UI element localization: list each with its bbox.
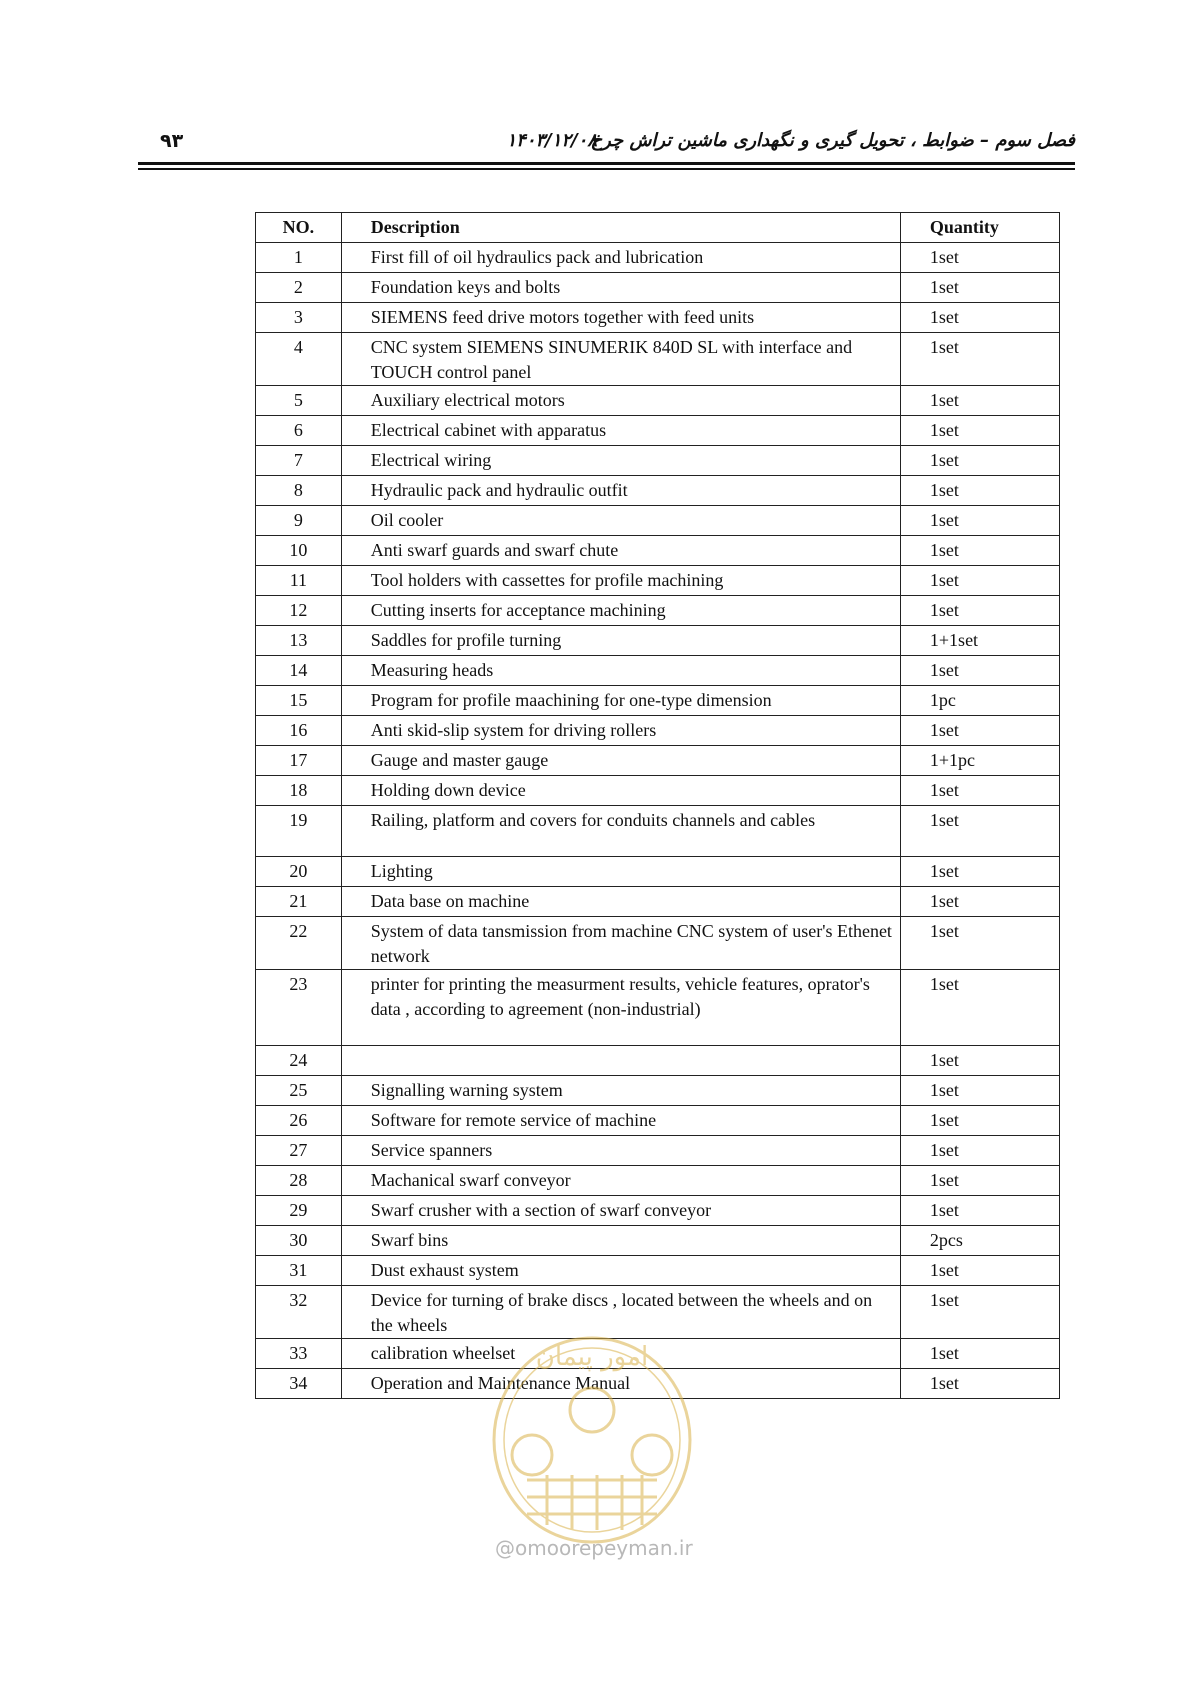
row-number: 5 — [256, 386, 342, 416]
row-description: Cutting inserts for acceptance machining — [341, 596, 900, 626]
row-description: CNC system SIEMENS SINUMERIK 840D SL with interface and TOUCH control panel — [341, 333, 900, 386]
watermark-url: @omoorepeyman.ir — [495, 1536, 693, 1560]
row-description: Signalling warning system — [341, 1076, 900, 1106]
table-row — [256, 1256, 1060, 1286]
row-quantity: 1set — [900, 1166, 1059, 1196]
header-rule-thin — [138, 168, 1075, 170]
row-quantity: 1set — [900, 656, 1059, 686]
row-number: 23 — [256, 970, 342, 1046]
row-description: Service spanners — [341, 1136, 900, 1166]
row-description: Electrical cabinet with apparatus — [341, 416, 900, 446]
table-row — [256, 1076, 1060, 1106]
row-number: 4 — [256, 333, 342, 386]
row-description: Program for profile maachining for one-type dimension — [341, 686, 900, 716]
row-quantity: 1set — [900, 1256, 1059, 1286]
watermark-logo — [487, 1325, 697, 1545]
table-row — [256, 970, 1060, 1046]
table-row — [256, 1166, 1060, 1196]
table-header-row — [256, 213, 1060, 243]
row-number: 3 — [256, 303, 342, 333]
row-number: 21 — [256, 887, 342, 917]
row-description: Electrical wiring — [341, 446, 900, 476]
row-description: Machanical swarf conveyor — [341, 1166, 900, 1196]
row-quantity: 1set — [900, 857, 1059, 887]
row-number: 29 — [256, 1196, 342, 1226]
row-description: Anti swarf guards and swarf chute — [341, 536, 900, 566]
row-description: Gauge and master gauge — [341, 746, 900, 776]
row-quantity: 1set — [900, 506, 1059, 536]
row-number: 9 — [256, 506, 342, 536]
table-row — [256, 386, 1060, 416]
row-quantity: 1set — [900, 1339, 1059, 1369]
row-quantity: 1set — [900, 776, 1059, 806]
row-quantity: 1set — [900, 566, 1059, 596]
table-row — [256, 626, 1060, 656]
row-number: 22 — [256, 917, 342, 970]
column-header-quantity: Quantity — [900, 213, 1059, 243]
row-quantity: 1+1pc — [900, 746, 1059, 776]
row-quantity: 1set — [900, 1076, 1059, 1106]
table-row — [256, 1196, 1060, 1226]
row-number: 13 — [256, 626, 342, 656]
row-quantity: 1set — [900, 243, 1059, 273]
row-number: 32 — [256, 1286, 342, 1339]
table-row — [256, 566, 1060, 596]
row-number: 30 — [256, 1226, 342, 1256]
row-quantity: 1set — [900, 476, 1059, 506]
table-row — [256, 446, 1060, 476]
row-quantity: 1set — [900, 716, 1059, 746]
row-description: Foundation keys and bolts — [341, 273, 900, 303]
row-number: 26 — [256, 1106, 342, 1136]
table-row — [256, 303, 1060, 333]
row-number: 17 — [256, 746, 342, 776]
row-number: 12 — [256, 596, 342, 626]
table-row — [256, 887, 1060, 917]
parts-table — [255, 212, 1060, 1399]
page-header — [138, 126, 1075, 156]
row-number: 2 — [256, 273, 342, 303]
row-quantity: 1set — [900, 536, 1059, 566]
table-row — [256, 506, 1060, 536]
row-description: Operation and Maintenance Manual — [341, 1369, 900, 1399]
row-description: Anti skid-slip system for driving rollers — [341, 716, 900, 746]
row-description: Oil cooler — [341, 506, 900, 536]
row-description: Saddles for profile turning — [341, 626, 900, 656]
table-row — [256, 656, 1060, 686]
table-row — [256, 746, 1060, 776]
row-number: 19 — [256, 806, 342, 857]
row-quantity: 1set — [900, 1106, 1059, 1136]
row-description: System of data tansmission from machine CNC system of user's Ethenet network — [341, 917, 900, 970]
table-row — [256, 273, 1060, 303]
row-quantity: 1set — [900, 917, 1059, 970]
table-row — [256, 857, 1060, 887]
table-row — [256, 776, 1060, 806]
table-row — [256, 596, 1060, 626]
table-row — [256, 1226, 1060, 1256]
row-description: Railing, platform and covers for conduits channels and cables — [341, 806, 900, 857]
row-description: Data base on machine — [341, 887, 900, 917]
row-number: 24 — [256, 1046, 342, 1076]
row-number: 34 — [256, 1369, 342, 1399]
row-quantity: 1set — [900, 1369, 1059, 1399]
table-row — [256, 917, 1060, 970]
row-quantity: 1set — [900, 273, 1059, 303]
table-row — [256, 416, 1060, 446]
row-number: 18 — [256, 776, 342, 806]
row-quantity: 1set — [900, 416, 1059, 446]
row-number: 20 — [256, 857, 342, 887]
watermark-logo-text: امور پیمان — [535, 1342, 649, 1372]
row-description: Swarf bins — [341, 1226, 900, 1256]
row-quantity: 2pcs — [900, 1226, 1059, 1256]
row-number: 16 — [256, 716, 342, 746]
column-header-description: Description — [341, 213, 900, 243]
row-quantity: 1set — [900, 1286, 1059, 1339]
header-date: ۱۴۰۳/۱۲/۰۸ — [506, 130, 597, 151]
row-description: Tool holders with cassettes for profile machining — [341, 566, 900, 596]
row-number: 28 — [256, 1166, 342, 1196]
row-quantity: 1+1set — [900, 626, 1059, 656]
row-number: 1 — [256, 243, 342, 273]
row-description: Holding down device — [341, 776, 900, 806]
chapter-title: فصل سوم – ضوابط ، تحویل گیری و نگهداری ماشین تراش چرخ — [590, 130, 1075, 151]
row-description: SIEMENS feed drive motors together with feed units — [341, 303, 900, 333]
row-quantity: 1set — [900, 1046, 1059, 1076]
table-row — [256, 806, 1060, 857]
row-number: 8 — [256, 476, 342, 506]
table-row — [256, 536, 1060, 566]
row-number: 11 — [256, 566, 342, 596]
row-description: First fill of oil hydraulics pack and lubrication — [341, 243, 900, 273]
row-quantity: 1set — [900, 333, 1059, 386]
table-row — [256, 686, 1060, 716]
row-quantity: 1set — [900, 446, 1059, 476]
row-number: 33 — [256, 1339, 342, 1369]
row-description: Device for turning of brake discs , located between the wheels and on the wheels — [341, 1286, 900, 1339]
page-number: ۹۳ — [160, 130, 184, 152]
row-description — [341, 1046, 900, 1076]
row-number: 27 — [256, 1136, 342, 1166]
row-description: Hydraulic pack and hydraulic outfit — [341, 476, 900, 506]
table-row — [256, 333, 1060, 386]
row-description: calibration wheelset — [341, 1339, 900, 1369]
header-rule-thick — [138, 162, 1075, 165]
column-header-no: NO. — [256, 213, 342, 243]
row-quantity: 1set — [900, 970, 1059, 1046]
row-description: Auxiliary electrical motors — [341, 386, 900, 416]
row-quantity: 1pc — [900, 686, 1059, 716]
row-number: 15 — [256, 686, 342, 716]
row-description: printer for printing the measurment results, vehicle features, oprator's data , according to agreement (non-industrial) — [341, 970, 900, 1046]
row-description: Lighting — [341, 857, 900, 887]
table-row — [256, 1136, 1060, 1166]
row-number: 14 — [256, 656, 342, 686]
row-number: 25 — [256, 1076, 342, 1106]
table-row — [256, 243, 1060, 273]
row-description: Software for remote service of machine — [341, 1106, 900, 1136]
row-quantity: 1set — [900, 1136, 1059, 1166]
table-row — [256, 1046, 1060, 1076]
table-row — [256, 1106, 1060, 1136]
table-row — [256, 476, 1060, 506]
row-quantity: 1set — [900, 887, 1059, 917]
row-quantity: 1set — [900, 596, 1059, 626]
row-quantity: 1set — [900, 386, 1059, 416]
row-number: 7 — [256, 446, 342, 476]
row-description: Dust exhaust system — [341, 1256, 900, 1286]
row-number: 6 — [256, 416, 342, 446]
row-quantity: 1set — [900, 1196, 1059, 1226]
table-row — [256, 716, 1060, 746]
row-quantity: 1set — [900, 303, 1059, 333]
row-quantity: 1set — [900, 806, 1059, 857]
row-description: Swarf crusher with a section of swarf conveyor — [341, 1196, 900, 1226]
row-number: 10 — [256, 536, 342, 566]
row-number: 31 — [256, 1256, 342, 1286]
row-description: Measuring heads — [341, 656, 900, 686]
